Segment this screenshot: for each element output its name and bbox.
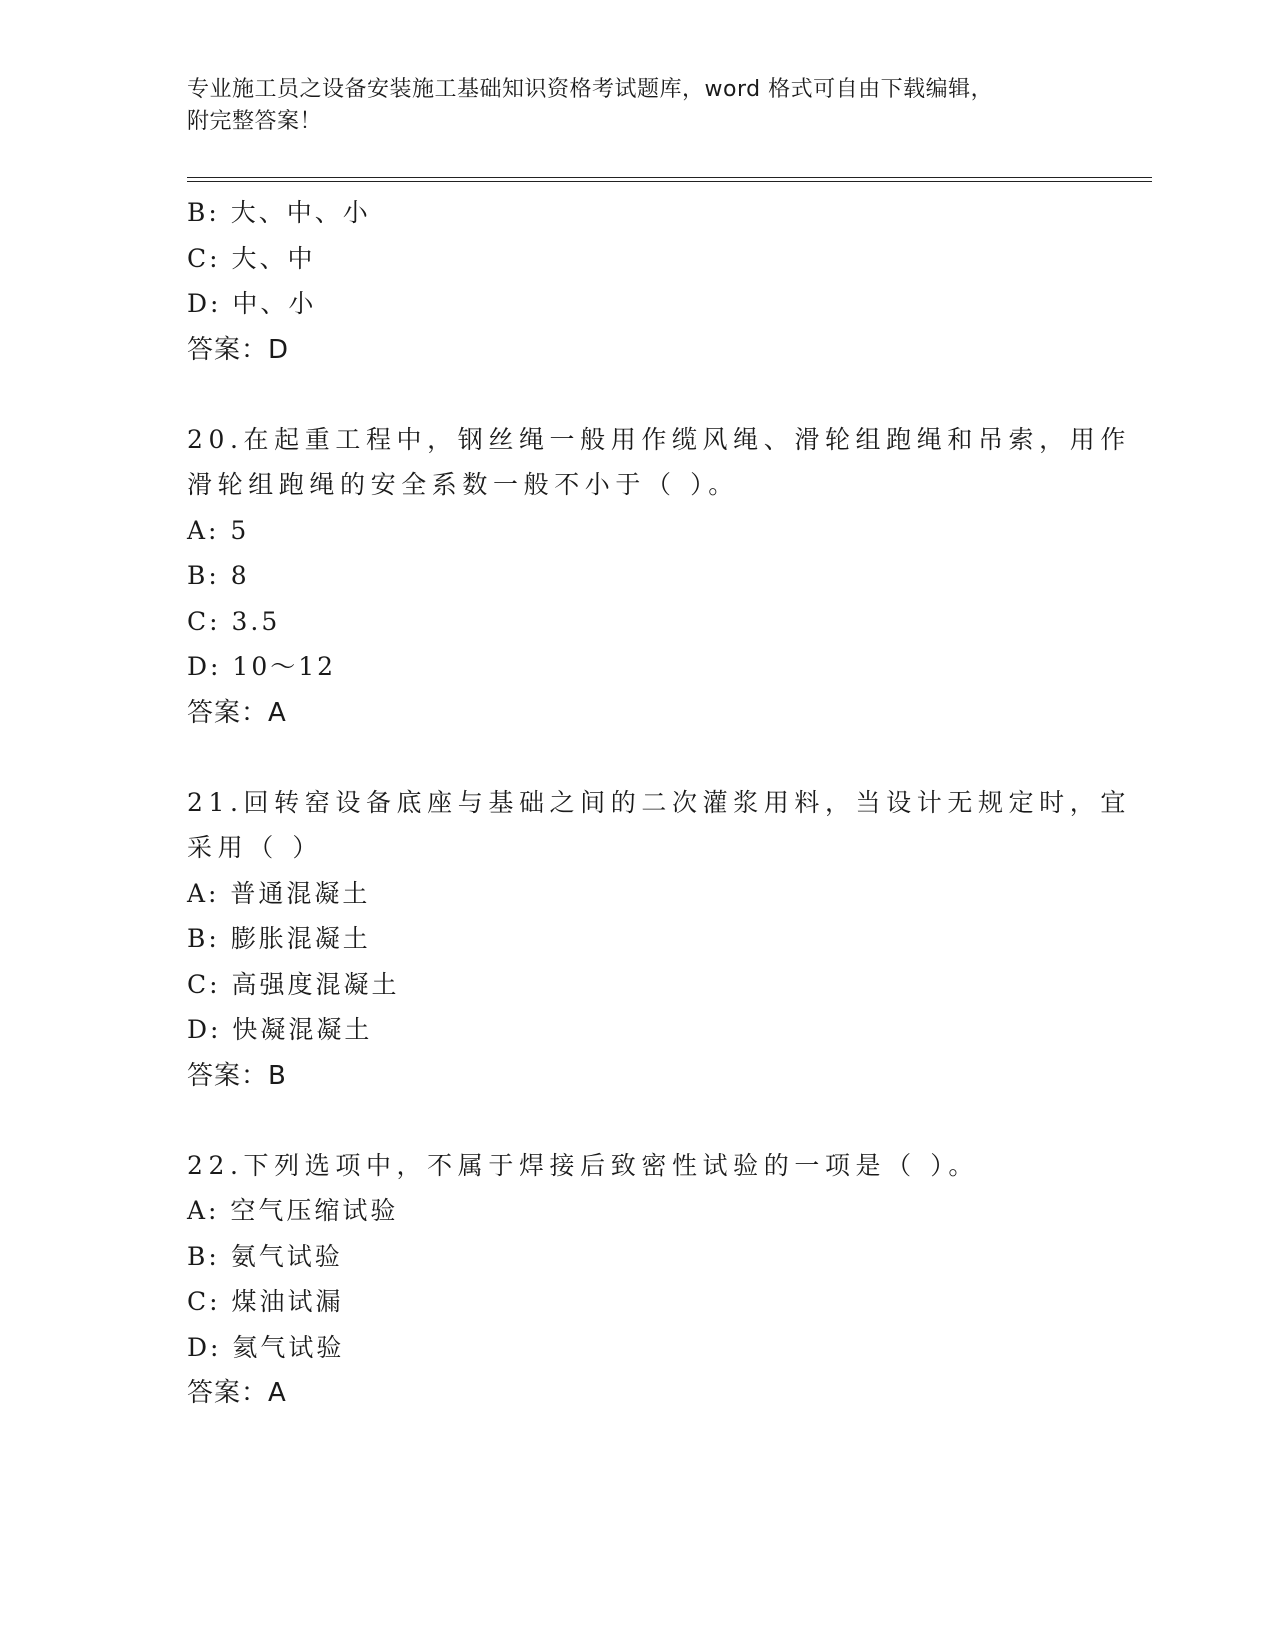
page-header <box>187 74 1087 138</box>
option-d: D: 氦气试验 <box>187 1332 345 1362</box>
question-text: 采用（ ） <box>187 833 323 862</box>
header-divider-bottom <box>187 181 1152 182</box>
question-text: 20.在起重工程中，钢丝绳一般用作缆风绳、滑轮组跑绳和吊索，用作 <box>187 424 1131 454</box>
answer: 答案：B <box>187 1060 287 1091</box>
question-text: 21.回转窑设备底座与基础之间的二次灌浆用料，当设计无规定时，宜 <box>187 787 1131 817</box>
question-text: 22.下列选项中，不属于焊接后致密性试验的一项是（ ）。 <box>187 1150 980 1180</box>
question-20 <box>187 417 1131 736</box>
option-a: A: 空气压缩试验 <box>187 1196 399 1225</box>
question-21 <box>187 780 1131 1099</box>
option-c: C: 高强度混凝土 <box>187 969 400 999</box>
question-19-tail <box>187 190 1087 373</box>
question-text: 滑轮组跑绳的安全系数一般不小于（ ）。 <box>187 470 739 499</box>
header-divider-top <box>187 177 1152 178</box>
option-b: B: 氨气试验 <box>187 1241 343 1271</box>
option-d: D: 快凝混凝土 <box>187 1015 373 1044</box>
option-a: A: 普通混凝土 <box>187 878 371 908</box>
question-list <box>187 190 1131 1416</box>
option-b: B: 8 <box>187 561 250 590</box>
option-a: A: 5 <box>187 515 250 545</box>
header-line-1: 专业施工员之设备安装施工基础知识资格考试题库，word 格式可自由下载编辑， <box>187 77 994 102</box>
question-22 <box>187 1143 1087 1417</box>
header-line-2: 附完整答案！ <box>187 109 323 134</box>
answer: 答案：D <box>187 334 290 365</box>
option-b: B: 大、中、小 <box>187 198 371 227</box>
answer: 答案：A <box>187 697 287 728</box>
option-b: B: 膨胀混凝土 <box>187 924 371 953</box>
option-c: C: 煤油试漏 <box>187 1287 344 1316</box>
answer: 答案：A <box>187 1378 287 1408</box>
option-c: C: 3.5 <box>187 606 281 636</box>
option-d: D: 10～12 <box>187 652 337 681</box>
option-d: D: 中、小 <box>187 289 317 318</box>
option-c: C: 大、中 <box>187 243 316 273</box>
